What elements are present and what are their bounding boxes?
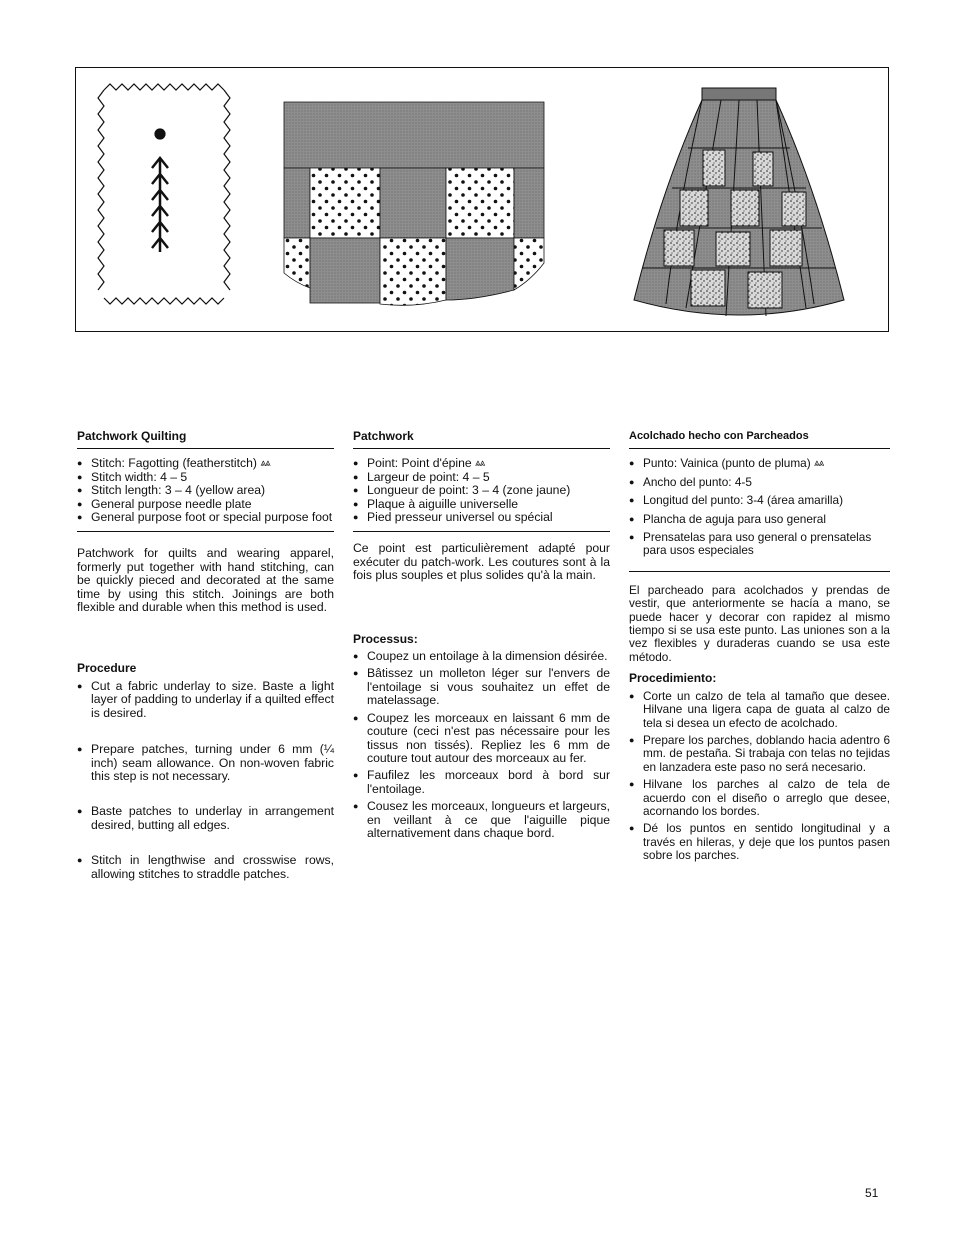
page-number: 51	[865, 1186, 879, 1200]
list-item: ● Pied presseur universel ou spécial	[353, 511, 610, 524]
list-item: ● Longitud del punto: 3-4 (área amarilla)	[629, 494, 890, 507]
featherstitch-icon: ⩓⩓	[475, 458, 485, 470]
list-item: ● General purpose foot or special purpose foot	[77, 511, 334, 524]
list-item: ● General purpose needle plate	[77, 498, 334, 511]
spanish-intro: El parcheado para acolchados y prendas de vestir, que anteriormente se hacía a mano, se puede hacer y decorar con rapidez al mismo tiempo si se usa este punto. Las uniones son a la vez flexibles y duraderas cuando se usa este método.	[629, 582, 890, 664]
english-title: Patchwork Quilting	[77, 430, 334, 449]
list-item: ● Corte un calzo de tela al tamaño que desee. Hilvane una ligera capa de guata al calzo de tela si desea un efecto de acolchado.	[629, 690, 890, 730]
english-intro: Patchwork for quilts and wearing apparel, formerly put together with hand stitching, can be quickly pieced and decorated at the same time by using this stitch. Joinings are both flexible and durable when this method is used.	[77, 546, 334, 615]
list-item: ● Dé los puntos en sentido longitudinal y a través en hileras, y deje que los puntos pasen sobre los parches.	[629, 822, 890, 862]
divider	[629, 571, 890, 572]
featherstitch-icon: ⩓⩓	[813, 458, 824, 470]
french-procedure-title: Processus:	[353, 631, 418, 646]
list-item: ● Point: Point d'épine ⩓⩓	[353, 457, 610, 470]
list-item: ● Cousez les morceaux, longueurs et largeurs, en veillant à ce que l'aiguille pique alternativement dans chaque bord.	[353, 800, 610, 840]
illustration-frame	[75, 67, 889, 332]
english-procedure-steps	[77, 680, 334, 881]
spanish-procedure-title: Procedimiento:	[629, 671, 717, 686]
list-item: ● Longueur de point: 3 – 4 (zone jaune)	[353, 484, 610, 497]
list-item: ● Hilvane los parches al calzo de tela de acuerdo con el diseño o arreglo que desee, acornando los bordes.	[629, 778, 890, 818]
list-item: ● Bâtissez un molleton léger sur l'envers de l'entoilage si vous souhaitez un effet de matelassage.	[353, 667, 610, 707]
spanish-procedure-steps	[629, 690, 890, 863]
featherstitch-diagram	[98, 84, 230, 304]
french-intro: Ce point est particulièrement adapté pour exécuter du patch-work. Les coutures sont à la fois plus souples et plus solides qu'à la main.	[353, 541, 610, 583]
list-item: ● Prepare los parches, doblando hacia adentro 6 mm. de pestaña. Si trabaja con telas no tejidas en lanzadera este paso no será necesario.	[629, 734, 890, 774]
patchwork-quilt-panel	[284, 102, 544, 305]
list-item: ● Baste patches to underlay in arrangement desired, butting all edges.	[77, 805, 334, 832]
spanish-column	[629, 430, 890, 863]
list-item: ● Faufilez les morceaux bord à bord sur l'entoilage.	[353, 769, 610, 796]
list-item: ● Prepare patches, turning under 6 mm (¼ inch) seam allowance. On non-woven fabric this step is not necessary.	[77, 743, 334, 783]
divider	[77, 531, 334, 532]
french-title: Patchwork	[353, 430, 610, 449]
featherstitch-icon: ⩓⩓	[260, 458, 270, 470]
list-item: ● Stitch width: 4 – 5	[77, 471, 334, 484]
french-column	[353, 430, 610, 840]
list-item: ● Ancho del punto: 4-5	[629, 476, 890, 489]
french-procedure-steps	[353, 650, 610, 840]
french-spec-list	[353, 457, 610, 524]
list-item: ● Stitch in lengthwise and crosswise rows, allowing stitches to straddle patches.	[77, 854, 334, 881]
list-item: ● Stitch: Fagotting (featherstitch) ⩓⩓	[77, 457, 334, 470]
english-procedure-title: Procedure	[77, 661, 137, 676]
list-item: ● Stitch length: 3 – 4 (yellow area)	[77, 484, 334, 497]
list-item: ● Plaque à aiguille universelle	[353, 498, 610, 511]
english-column	[77, 430, 334, 881]
spanish-title: Acolchado hecho con Parcheados	[629, 430, 890, 449]
divider	[353, 531, 610, 532]
list-item: ● Coupez un entoilage à la dimension désirée.	[353, 650, 610, 663]
english-spec-list	[77, 457, 334, 524]
list-item: ● Largeur de point: 4 – 5	[353, 471, 610, 484]
list-item: ● Coupez les morceaux en laissant 6 mm de couture (ceci n'est pas nécessaire pour les tissus non tissés). Repliez les 6 mm de couture tout autour des morceaux au fer.	[353, 712, 610, 766]
list-item: ● Cut a fabric underlay to size. Baste a light layer of padding to underlay if a quilted effect is desired.	[77, 680, 334, 720]
list-item: ● Punto: Vainica (punto de pluma) ⩓⩓	[629, 457, 890, 470]
list-item: ● Prensatelas para uso general o prensatelas para usos especiales	[629, 531, 890, 558]
list-item: ● Plancha de aguja para uso general	[629, 513, 890, 526]
patchwork-skirt	[634, 88, 844, 316]
spanish-spec-list	[629, 457, 890, 557]
